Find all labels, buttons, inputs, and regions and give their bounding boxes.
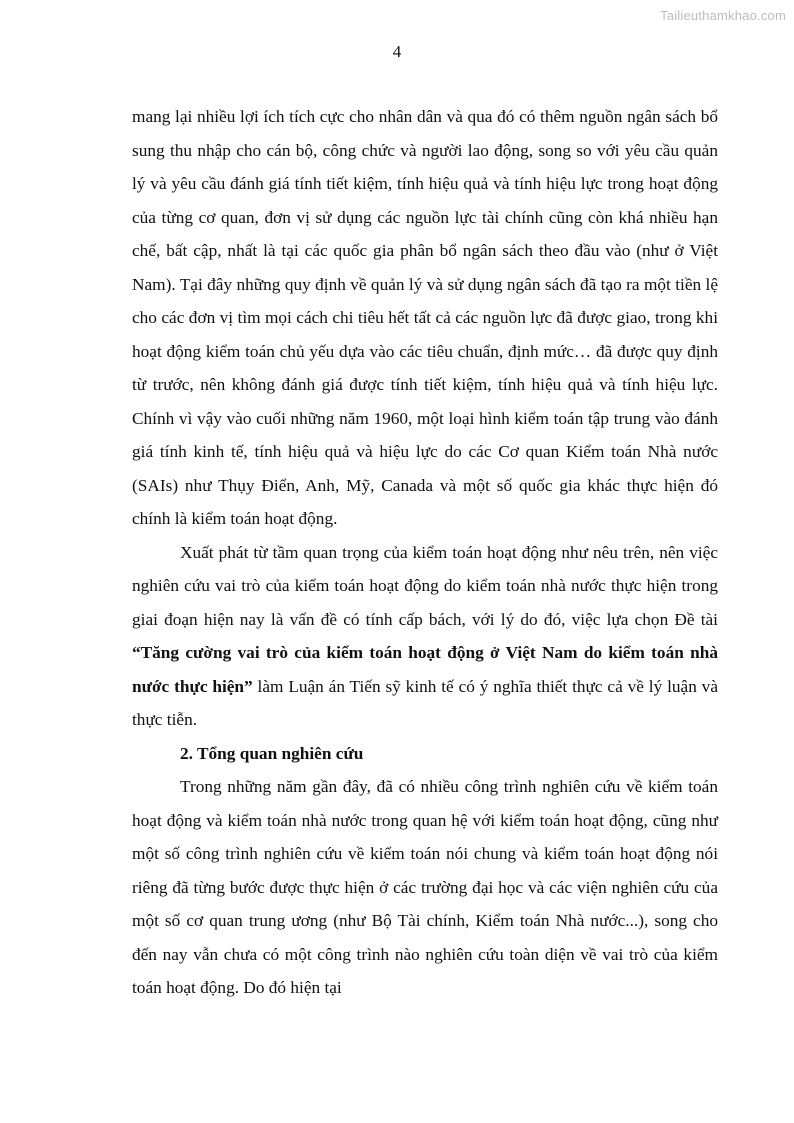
thesis-title: “Tăng cường vai trò của kiểm toán hoạt động ở Việt Nam do kiểm toán nhà nước thực hiện” [132, 643, 718, 696]
page-number: 4 [392, 42, 402, 61]
paragraph-2-text-start: Xuất phát từ tầm quan trọng của kiểm toán hoạt động như nêu trên, nên việc nghiên cứu vai trò của kiểm toán hoạt động do kiểm toán nhà nước thực hiện trong giai đoạn hiện nay là vấn đề có tính cấp bách, với lý do đó, việc lựa chọn Đề tài [132, 542, 718, 629]
paragraph-2-text-end: làm Luận án Tiến sỹ kinh tế có ý nghĩa thiết thực cả về lý luận và thực tiễn. [132, 676, 718, 729]
document-body [132, 100, 718, 1005]
watermark: Tailieuthamkhao.com [660, 8, 786, 23]
paragraph-2 [132, 536, 718, 737]
paragraph-3: Trong những năm gần đây, đã có nhiều công trình nghiên cứu về kiểm toán hoạt động và kiểm toán nhà nước trong quan hệ với kiểm toán hoạt động, cũng như một số công trình nghiên cứu về kiểm toán nói chung và kiểm toán hoạt động nói riêng đã từng bước được thực hiện ở các trường đại học và các viện nghiên cứu của một số cơ quan trung ương (như Bộ Tài chính, Kiểm toán Nhà nước...), song cho đến nay vẫn chưa có một công trình nào nghiên cứu toàn diện về vai trò của kiểm toán hoạt động. Do đó hiện tại [132, 777, 718, 997]
section-heading: 2. Tổng quan nghiên cứu [180, 743, 364, 763]
paragraph-1: mang lại nhiều lợi ích tích cực cho nhân dân và qua đó có thêm nguồn ngân sách bổ sung thu nhập cho cán bộ, công chức và người lao động, song so với yêu cầu quản lý và yêu cầu đánh giá tính tiết kiệm, tính hiệu quả và tính hiệu lực trong hoạt động của từng cơ quan, đơn vị sử dụng các nguồn lực tài chính cũng còn khá nhiều hạn chế, bất cập, nhất là tại các quốc gia phân bổ ngân sách theo đầu vào (như ở Việt Nam). Tại đây những quy định về quản lý và sử dụng ngân sách đã tạo ra một tiền lệ cho các đơn vị tìm mọi cách chi tiêu hết tất cả các nguồn lực đã được giao, trong khi hoạt động kiểm toán chủ yếu dựa vào các tiêu chuẩn, định mức… đã được quy định từ trước, nên không đánh giá được tính tiết kiệm, tính hiệu quả và tính hiệu lực. Chính vì vậy vào cuối những năm 1960, một loại hình kiểm toán tập trung vào đánh giá tính kinh tế, tính hiệu quả và hiệu lực do các Cơ quan Kiểm toán Nhà nước (SAIs) như Thụy Điển, Anh, Mỹ, Canada và một số quốc gia khác thực hiện đó chính là kiểm toán hoạt động. [132, 107, 718, 528]
